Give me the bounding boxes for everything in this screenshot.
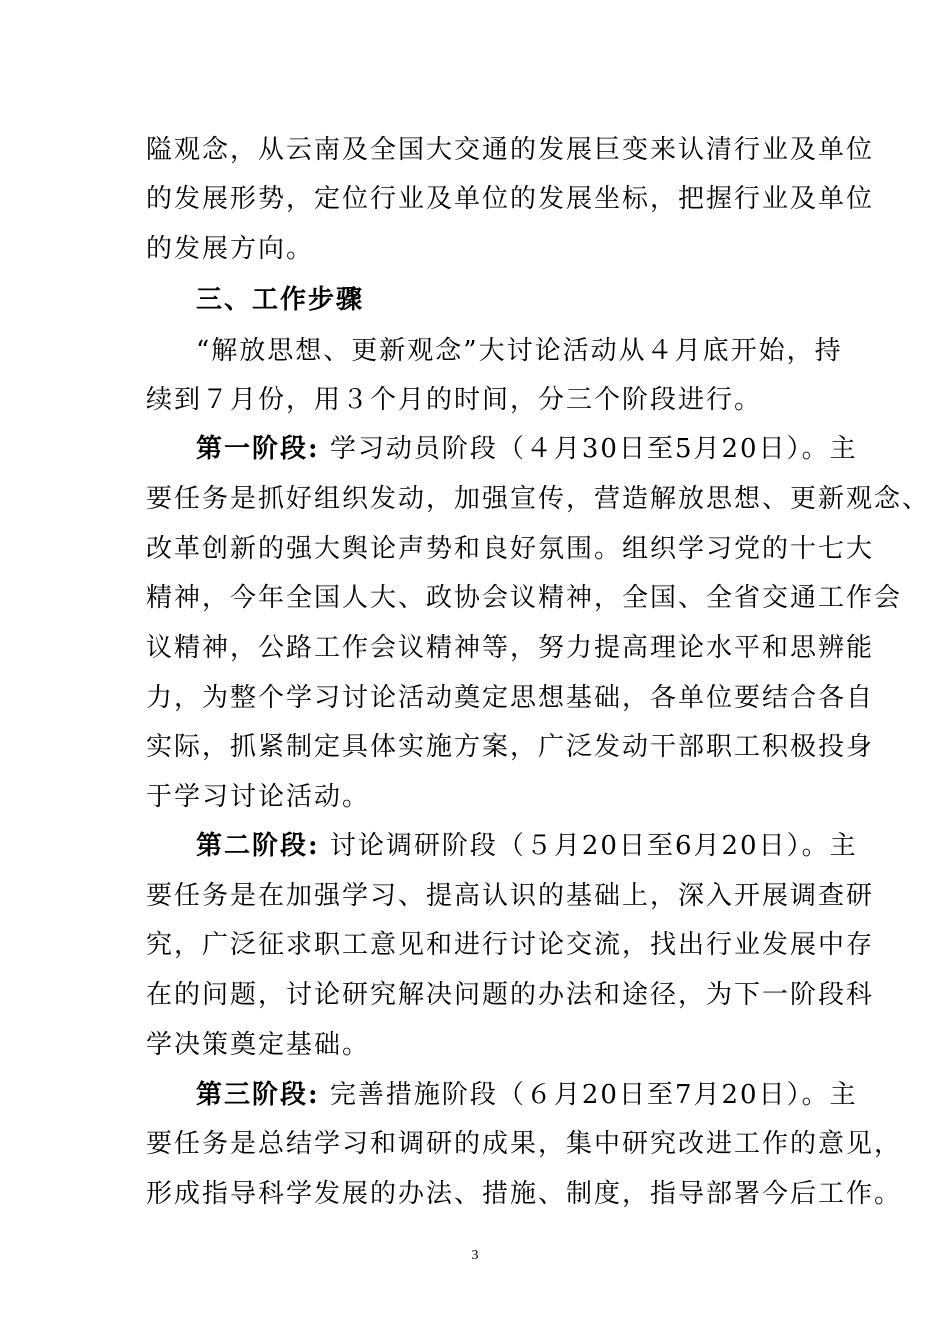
section-heading: 三、工作步骤 bbox=[196, 285, 365, 315]
stage-2-label: 第二阶段: bbox=[196, 831, 320, 861]
paragraph-line: 究，广泛征求职工意见和进行讨论交流，找出行业发展中存 bbox=[146, 930, 875, 960]
stage-1-title: 学习动员阶段（４月30日至5月20日）。主 bbox=[319, 434, 858, 464]
paragraph-line: 议精神，公路工作会议精神等，努力提高理论水平和思辨能 bbox=[146, 633, 875, 663]
page-number: 3 bbox=[471, 1248, 479, 1263]
stage-1-label: 第一阶段: bbox=[196, 434, 320, 464]
paragraph-line: 精神，今年全国人大、政协会议精神，全国、全省交通工作会 bbox=[146, 583, 903, 613]
paragraph-line: 隘观念，从云南及全国大交通的发展巨变来认清行业及单位 bbox=[146, 135, 875, 165]
paragraph-line: 改革创新的强大舆论声势和良好氛围。组织学习党的十七大 bbox=[146, 534, 875, 564]
paragraph-line: 力，为整个学习讨论活动奠定思想基础，各单位要结合各自 bbox=[146, 683, 875, 713]
paragraph-line: 形成指导科学发展的办法、措施、制度，指导部署今后工作。 bbox=[146, 1179, 903, 1209]
paragraph-line: 学决策奠定基础。 bbox=[146, 1030, 371, 1060]
paragraph-line: 续到７月份，用３个月的时间，分三个阶段进行。 bbox=[146, 385, 763, 415]
paragraph-line: “解放思想、更新观念”大讨论活动从４月底开始，持 bbox=[196, 336, 843, 366]
paragraph-line: 的发展方向。 bbox=[146, 234, 315, 264]
paragraph-line: 于学习讨论活动。 bbox=[146, 782, 371, 812]
stage-3-title: 完善措施阶段（６月20日至7月20日）。主 bbox=[319, 1080, 858, 1110]
stage-2-first-line bbox=[196, 829, 858, 863]
paragraph-line: 在的问题，讨论研究解决问题的办法和途径，为下一阶段科 bbox=[146, 980, 875, 1010]
paragraph-line: 要任务是在加强学习、提高认识的基础上，深入开展调查研 bbox=[146, 881, 875, 911]
stage-3-label: 第三阶段: bbox=[196, 1080, 320, 1110]
paragraph-line: 要任务是抓好组织发动，加强宣传，营造解放思想、更新观念、 bbox=[146, 484, 931, 514]
stage-1-first-line bbox=[196, 432, 858, 466]
paragraph-line: 实际，抓紧制定具体实施方案，广泛发动干部职工积极投身 bbox=[146, 732, 875, 762]
paragraph-line: 要任务是总结学习和调研的成果，集中研究改进工作的意见， bbox=[146, 1129, 903, 1159]
stage-2-title: 讨论调研阶段（５月20日至6月20日）。主 bbox=[319, 831, 858, 861]
paragraph-line: 的发展形势，定位行业及单位的发展坐标，把握行业及单位 bbox=[146, 184, 875, 214]
stage-3-first-line bbox=[196, 1078, 858, 1112]
